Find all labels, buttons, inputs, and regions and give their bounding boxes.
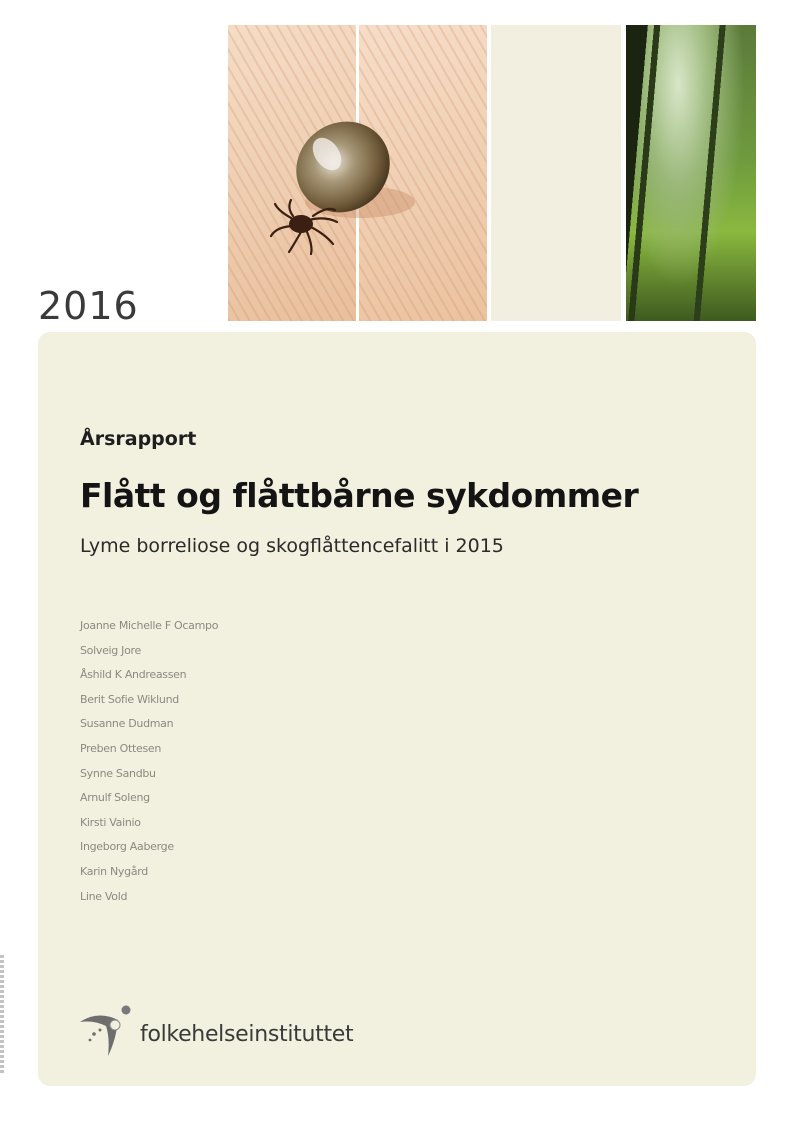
author-name: Susanne Dudman [80,717,174,731]
author-name: Ingeborg Aaberge [80,840,174,854]
tick-photo-right [359,25,487,321]
author-name: Line Vold [80,889,128,903]
author-name: Kirsti Vainio [80,815,141,829]
author-name: Synne Sandbu [80,766,156,780]
forest-photo [626,25,756,321]
author-name: Åshild K Andreassen [80,668,187,682]
tick-photo-left [228,25,356,321]
report-year: 2016 [38,284,139,328]
author-name: Joanne Michelle F Ocampo [80,619,219,632]
author-list [80,616,218,911]
blank-panel [491,25,621,321]
fhi-logo-icon [76,1000,138,1058]
author-name: Berit Sofie Wiklund [80,692,179,706]
report-title: Flått og flåttbårne sykdommer [80,476,639,515]
publisher-name: folkehelseinstituttet [140,1021,354,1047]
author-name: Karin Nygård [80,864,148,878]
author-name: Preben Ottesen [80,741,162,755]
side-barcode [0,955,4,1075]
publisher-logo [76,1000,353,1058]
author-name: Solveig Jore [80,643,142,657]
report-subtitle: Lyme borreliose og skogflåttencefalitt i 2015 [80,535,504,557]
report-kicker: Årsrapport [80,428,197,450]
author-name: Arnulf Soleng [80,791,150,805]
